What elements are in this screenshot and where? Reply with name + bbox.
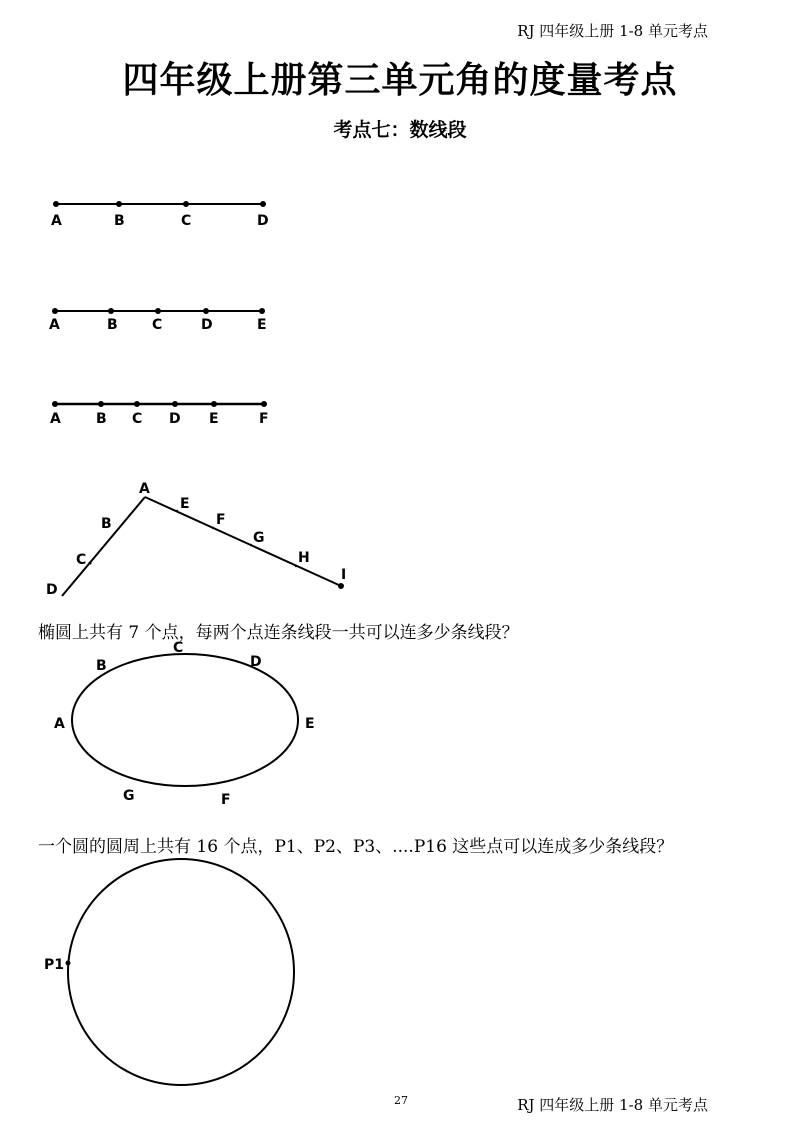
point-label: E <box>209 411 219 427</box>
point-label: D <box>257 213 269 229</box>
point-label: F <box>221 792 231 808</box>
page-title: 四年级上册第三单元角的度量考点 <box>122 59 678 101</box>
point-dot <box>52 308 58 314</box>
point-label: C <box>152 317 163 333</box>
ellipse-figure <box>54 640 315 808</box>
point-label: F <box>216 512 226 528</box>
point-dot <box>211 401 217 407</box>
point-label: B <box>107 317 118 333</box>
point-label: C <box>132 411 143 427</box>
point-label: D <box>201 317 213 333</box>
footer-right: RJ 四年级上册 1-8 单元考点 <box>517 1096 708 1114</box>
point-label: G <box>253 530 265 546</box>
point-label: I <box>341 567 347 583</box>
point-dot <box>172 401 178 407</box>
point-dot <box>108 308 114 314</box>
point-dot <box>212 527 214 529</box>
point-label: E <box>305 716 315 732</box>
point-label: F <box>259 411 269 427</box>
point-label: D <box>169 411 181 427</box>
point-label: B <box>96 411 107 427</box>
point-label: A <box>50 411 61 427</box>
point-label: C <box>76 552 87 568</box>
point-dot <box>134 401 140 407</box>
point-dot <box>261 401 267 407</box>
point-dot <box>203 308 209 314</box>
question-circle: 一个圆的圆周上共有 16 个点，P1、P2、P3、....P16 这些点可以连成多少条线段？ <box>38 837 674 857</box>
point-dot <box>176 510 178 512</box>
page-number: 27 <box>394 1094 408 1107</box>
point-label: E <box>180 496 190 512</box>
question-ellipse: 椭圆上共有 7 个点，每两个点连条线段一共可以连多少条线段？ <box>38 623 519 643</box>
point-label: A <box>54 716 65 732</box>
point-label: B <box>96 658 107 674</box>
header-top-right: RJ 四年级上册 1-8 单元考点 <box>517 22 708 40</box>
point-dot <box>250 544 252 546</box>
point-dot <box>116 201 122 207</box>
point-label: C <box>173 640 184 656</box>
circle-figure <box>44 859 294 1085</box>
point-label: B <box>101 516 112 532</box>
point-label: E <box>257 317 267 333</box>
point-label: H <box>298 550 310 566</box>
point-dot <box>155 308 161 314</box>
point-label: A <box>51 213 62 229</box>
point-dot <box>89 562 92 565</box>
point-label: G <box>123 788 135 804</box>
point-label: P1 <box>44 957 65 973</box>
point-label: B <box>114 213 125 229</box>
point-label: D <box>46 582 58 598</box>
point-label: D <box>250 654 262 670</box>
point-dot <box>53 201 59 207</box>
point-dot <box>52 401 58 407</box>
point-dot <box>98 401 104 407</box>
angle-figure <box>46 481 346 598</box>
point-label: C <box>181 213 192 229</box>
point-label: A <box>49 317 60 333</box>
point-dot <box>183 201 189 207</box>
section-subtitle: 考点七：数线段 <box>333 119 467 141</box>
segment-figure-3 <box>50 401 269 427</box>
segment-figure-2 <box>49 308 267 333</box>
point-label: A <box>139 481 150 497</box>
point-dot <box>259 308 265 314</box>
point-dot <box>66 961 71 966</box>
segment-figure-1 <box>51 201 269 229</box>
point-dot <box>260 201 266 207</box>
point-dot <box>338 583 344 589</box>
point-dot <box>295 565 297 567</box>
